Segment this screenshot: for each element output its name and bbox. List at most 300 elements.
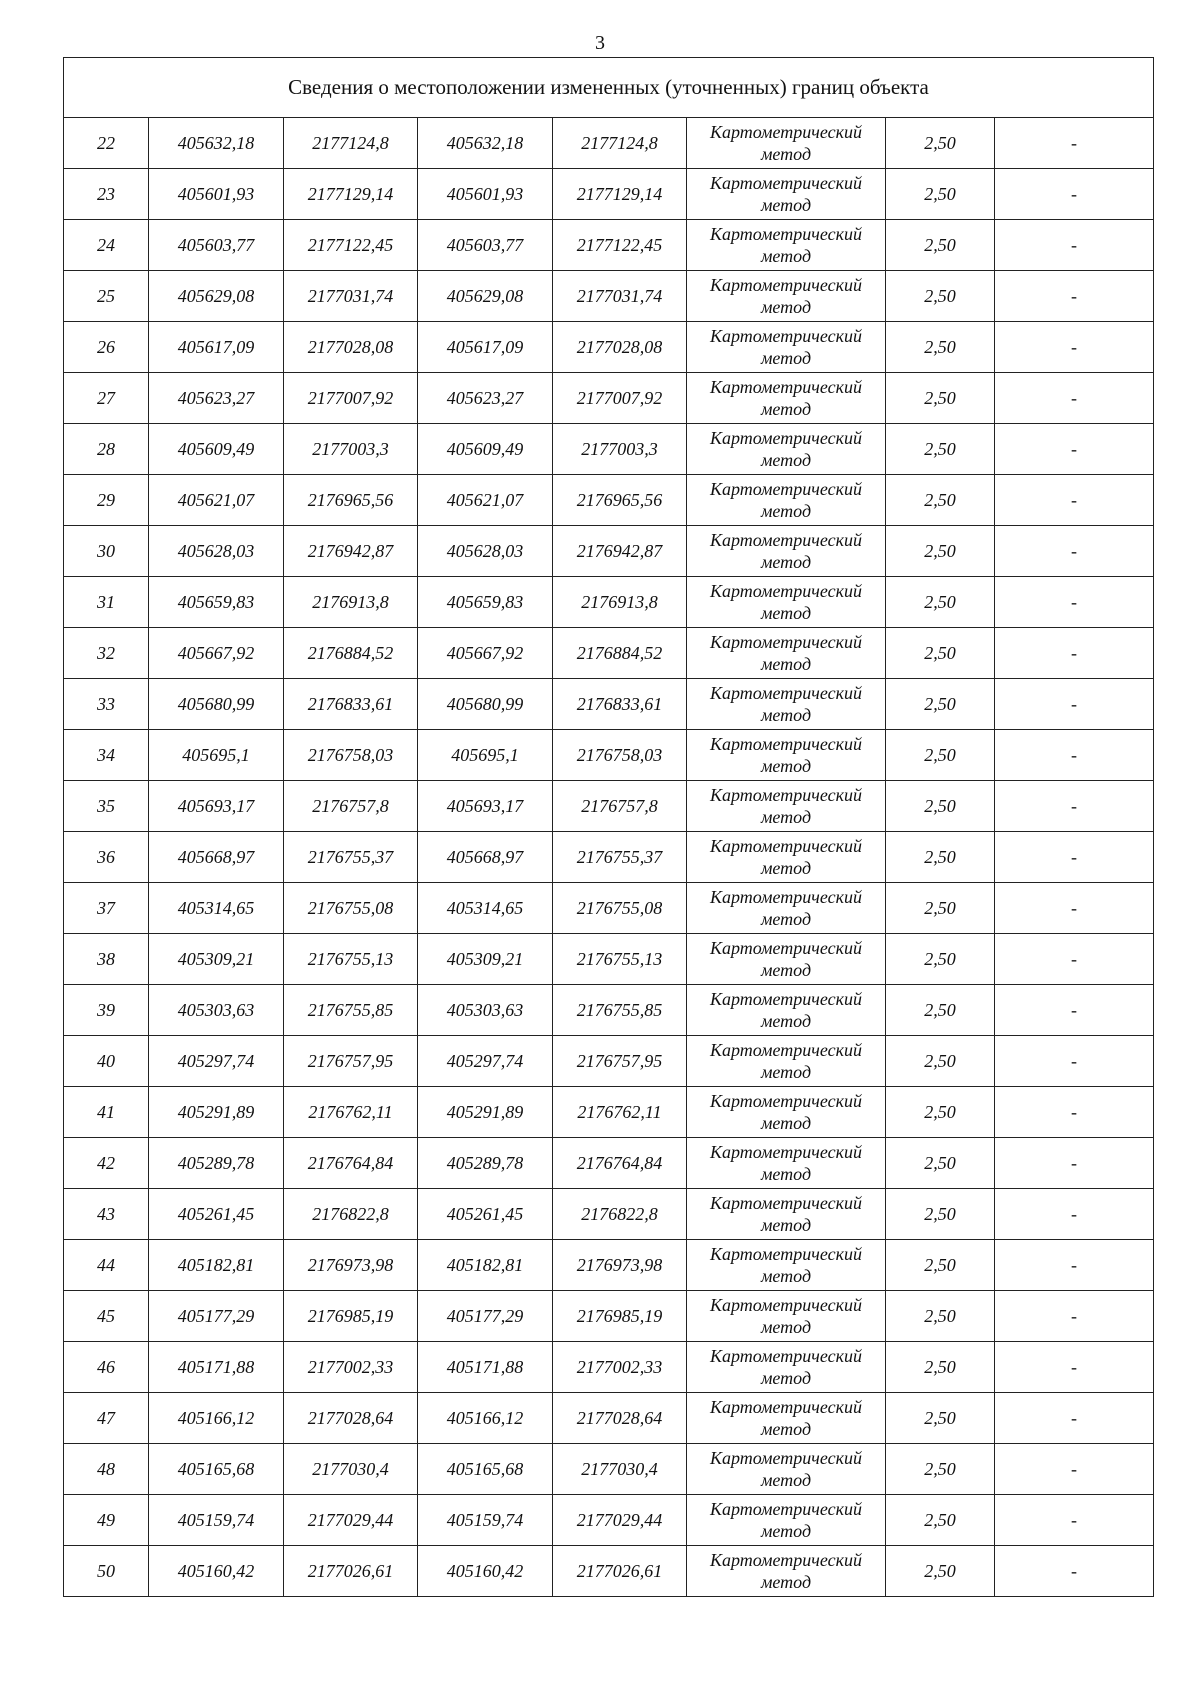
y-refined-cell: 2176757,8 [553, 781, 687, 832]
note-cell: - [995, 271, 1154, 322]
point-number-cell: 28 [64, 424, 149, 475]
point-number-cell: 42 [64, 1138, 149, 1189]
point-number-cell: 23 [64, 169, 149, 220]
method-line-1: Картометрический [709, 836, 862, 856]
point-number-cell: 25 [64, 271, 149, 322]
note-cell: - [995, 220, 1154, 271]
method-line-2: метод [760, 1164, 812, 1184]
table-row [64, 526, 1154, 577]
y-refined-cell: 2177029,44 [553, 1495, 687, 1546]
method-line-2: метод [760, 450, 812, 470]
y-refined-cell: 2176822,8 [553, 1189, 687, 1240]
y-refined-cell: 2177129,14 [553, 169, 687, 220]
x-existing-cell: 405601,93 [149, 169, 284, 220]
x-refined-cell: 405309,21 [418, 934, 553, 985]
method-line-2: метод [760, 1419, 812, 1439]
y-refined-cell: 2176755,37 [553, 832, 687, 883]
x-existing-cell: 405659,83 [149, 577, 284, 628]
table-row [64, 883, 1154, 934]
y-existing-cell: 2176884,52 [284, 628, 418, 679]
note-cell: - [995, 1546, 1154, 1597]
method-line-2: метод [760, 909, 812, 929]
table-row [64, 271, 1154, 322]
note-cell: - [995, 577, 1154, 628]
y-existing-cell: 2177124,8 [284, 118, 418, 169]
point-number-cell: 37 [64, 883, 149, 934]
method-line-1: Картометрический [709, 275, 862, 295]
point-number-cell: 30 [64, 526, 149, 577]
method-line-1: Картометрический [709, 734, 862, 754]
method-line-1: Картометрический [709, 1448, 862, 1468]
method-line-1: Картометрический [709, 479, 862, 499]
page-number: 3 [595, 32, 605, 54]
table-row [64, 577, 1154, 628]
table-row [64, 628, 1154, 679]
method-cell [687, 577, 886, 628]
accuracy-cell: 2,50 [886, 679, 995, 730]
note-cell: - [995, 781, 1154, 832]
y-existing-cell: 2176755,85 [284, 985, 418, 1036]
y-refined-cell: 2177030,4 [553, 1444, 687, 1495]
note-cell: - [995, 1291, 1154, 1342]
point-number-cell: 38 [64, 934, 149, 985]
method-cell [687, 832, 886, 883]
point-number-cell: 41 [64, 1087, 149, 1138]
method-cell [687, 1291, 886, 1342]
y-refined-cell: 2177002,33 [553, 1342, 687, 1393]
x-refined-cell: 405261,45 [418, 1189, 553, 1240]
y-refined-cell: 2177026,61 [553, 1546, 687, 1597]
x-existing-cell: 405171,88 [149, 1342, 284, 1393]
x-existing-cell: 405309,21 [149, 934, 284, 985]
note-cell: - [995, 883, 1154, 934]
method-line-2: метод [760, 348, 812, 368]
method-cell [687, 883, 886, 934]
method-line-2: метод [760, 1062, 812, 1082]
coordinates-table [63, 57, 1154, 1597]
method-line-2: метод [760, 756, 812, 776]
table-row [64, 832, 1154, 883]
note-cell: - [995, 1495, 1154, 1546]
y-existing-cell: 2177026,61 [284, 1546, 418, 1597]
accuracy-cell: 2,50 [886, 373, 995, 424]
accuracy-cell: 2,50 [886, 271, 995, 322]
y-existing-cell: 2177028,64 [284, 1393, 418, 1444]
method-line-2: метод [760, 246, 812, 266]
x-existing-cell: 405261,45 [149, 1189, 284, 1240]
point-number-cell: 29 [64, 475, 149, 526]
x-existing-cell: 405609,49 [149, 424, 284, 475]
accuracy-cell: 2,50 [886, 526, 995, 577]
accuracy-cell: 2,50 [886, 1495, 995, 1546]
method-line-1: Картометрический [709, 530, 862, 550]
note-cell: - [995, 985, 1154, 1036]
x-refined-cell: 405601,93 [418, 169, 553, 220]
x-existing-cell: 405160,42 [149, 1546, 284, 1597]
y-refined-cell: 2176764,84 [553, 1138, 687, 1189]
x-existing-cell: 405668,97 [149, 832, 284, 883]
y-refined-cell: 2177028,08 [553, 322, 687, 373]
table-row [64, 781, 1154, 832]
method-line-1: Картометрический [709, 1244, 862, 1264]
method-cell [687, 1444, 886, 1495]
point-number-cell: 50 [64, 1546, 149, 1597]
method-line-2: метод [760, 960, 812, 980]
method-cell [687, 730, 886, 781]
note-cell: - [995, 169, 1154, 220]
x-refined-cell: 405166,12 [418, 1393, 553, 1444]
point-number-cell: 31 [64, 577, 149, 628]
table-row [64, 1495, 1154, 1546]
method-line-2: метод [760, 1470, 812, 1490]
method-line-2: метод [760, 858, 812, 878]
note-cell: - [995, 934, 1154, 985]
point-number-cell: 26 [64, 322, 149, 373]
point-number-cell: 44 [64, 1240, 149, 1291]
accuracy-cell: 2,50 [886, 169, 995, 220]
x-refined-cell: 405603,77 [418, 220, 553, 271]
x-refined-cell: 405617,09 [418, 322, 553, 373]
point-number-cell: 45 [64, 1291, 149, 1342]
y-existing-cell: 2176758,03 [284, 730, 418, 781]
x-existing-cell: 405166,12 [149, 1393, 284, 1444]
method-line-2: метод [760, 144, 812, 164]
y-existing-cell: 2176833,61 [284, 679, 418, 730]
method-line-2: метод [760, 501, 812, 521]
accuracy-cell: 2,50 [886, 1342, 995, 1393]
x-existing-cell: 405629,08 [149, 271, 284, 322]
x-existing-cell: 405159,74 [149, 1495, 284, 1546]
x-refined-cell: 405693,17 [418, 781, 553, 832]
x-existing-cell: 405617,09 [149, 322, 284, 373]
accuracy-cell: 2,50 [886, 883, 995, 934]
accuracy-cell: 2,50 [886, 985, 995, 1036]
accuracy-cell: 2,50 [886, 322, 995, 373]
y-refined-cell: 2176942,87 [553, 526, 687, 577]
method-line-1: Картометрический [709, 989, 862, 1009]
method-cell [687, 169, 886, 220]
accuracy-cell: 2,50 [886, 424, 995, 475]
note-cell: - [995, 628, 1154, 679]
x-refined-cell: 405171,88 [418, 1342, 553, 1393]
table-title: Сведения о местоположении измененных (уточненных) границ объекта [64, 58, 1154, 118]
x-refined-cell: 405695,1 [418, 730, 553, 781]
x-existing-cell: 405303,63 [149, 985, 284, 1036]
y-existing-cell: 2177030,4 [284, 1444, 418, 1495]
point-number-cell: 39 [64, 985, 149, 1036]
point-number-cell: 46 [64, 1342, 149, 1393]
method-line-1: Картометрический [709, 1142, 862, 1162]
point-number-cell: 47 [64, 1393, 149, 1444]
method-line-2: метод [760, 603, 812, 623]
note-cell: - [995, 730, 1154, 781]
y-existing-cell: 2177029,44 [284, 1495, 418, 1546]
y-existing-cell: 2176985,19 [284, 1291, 418, 1342]
x-refined-cell: 405297,74 [418, 1036, 553, 1087]
x-refined-cell: 405623,27 [418, 373, 553, 424]
y-existing-cell: 2177003,3 [284, 424, 418, 475]
x-refined-cell: 405629,08 [418, 271, 553, 322]
table-row [64, 322, 1154, 373]
method-cell [687, 424, 886, 475]
y-existing-cell: 2176913,8 [284, 577, 418, 628]
x-existing-cell: 405177,29 [149, 1291, 284, 1342]
accuracy-cell: 2,50 [886, 475, 995, 526]
y-refined-cell: 2176965,56 [553, 475, 687, 526]
x-existing-cell: 405603,77 [149, 220, 284, 271]
x-refined-cell: 405291,89 [418, 1087, 553, 1138]
y-refined-cell: 2177028,64 [553, 1393, 687, 1444]
method-line-2: метод [760, 1368, 812, 1388]
y-refined-cell: 2176884,52 [553, 628, 687, 679]
x-refined-cell: 405668,97 [418, 832, 553, 883]
point-number-cell: 35 [64, 781, 149, 832]
table-row [64, 934, 1154, 985]
y-refined-cell: 2176833,61 [553, 679, 687, 730]
accuracy-cell: 2,50 [886, 628, 995, 679]
method-line-1: Картометрический [709, 581, 862, 601]
method-cell [687, 679, 886, 730]
method-cell [687, 118, 886, 169]
accuracy-cell: 2,50 [886, 577, 995, 628]
x-refined-cell: 405632,18 [418, 118, 553, 169]
accuracy-cell: 2,50 [886, 832, 995, 883]
y-existing-cell: 2176757,95 [284, 1036, 418, 1087]
y-refined-cell: 2176973,98 [553, 1240, 687, 1291]
x-refined-cell: 405165,68 [418, 1444, 553, 1495]
table-row [64, 424, 1154, 475]
table-row [64, 1393, 1154, 1444]
x-existing-cell: 405632,18 [149, 118, 284, 169]
method-line-1: Картометрический [709, 377, 862, 397]
x-existing-cell: 405695,1 [149, 730, 284, 781]
point-number-cell: 27 [64, 373, 149, 424]
accuracy-cell: 2,50 [886, 1189, 995, 1240]
method-line-1: Картометрический [709, 1550, 862, 1570]
point-number-cell: 22 [64, 118, 149, 169]
note-cell: - [995, 1393, 1154, 1444]
method-cell [687, 373, 886, 424]
method-line-1: Картометрический [709, 887, 862, 907]
accuracy-cell: 2,50 [886, 118, 995, 169]
x-existing-cell: 405297,74 [149, 1036, 284, 1087]
note-cell: - [995, 832, 1154, 883]
method-cell [687, 628, 886, 679]
note-cell: - [995, 1189, 1154, 1240]
method-cell [687, 934, 886, 985]
method-line-2: метод [760, 1521, 812, 1541]
y-existing-cell: 2176942,87 [284, 526, 418, 577]
method-cell [687, 1138, 886, 1189]
y-refined-cell: 2176913,8 [553, 577, 687, 628]
x-refined-cell: 405314,65 [418, 883, 553, 934]
method-line-1: Картометрический [709, 938, 862, 958]
y-existing-cell: 2176764,84 [284, 1138, 418, 1189]
accuracy-cell: 2,50 [886, 1138, 995, 1189]
y-existing-cell: 2177007,92 [284, 373, 418, 424]
method-line-2: метод [760, 807, 812, 827]
method-cell [687, 1087, 886, 1138]
table-row [64, 1546, 1154, 1597]
y-refined-cell: 2177007,92 [553, 373, 687, 424]
accuracy-cell: 2,50 [886, 1240, 995, 1291]
table-row [64, 1444, 1154, 1495]
accuracy-cell: 2,50 [886, 1546, 995, 1597]
table-row [64, 220, 1154, 271]
method-line-1: Картометрический [709, 224, 862, 244]
method-line-2: метод [760, 1011, 812, 1031]
note-cell: - [995, 679, 1154, 730]
accuracy-cell: 2,50 [886, 220, 995, 271]
table-row [64, 1189, 1154, 1240]
point-number-cell: 36 [64, 832, 149, 883]
method-cell [687, 1240, 886, 1291]
x-existing-cell: 405667,92 [149, 628, 284, 679]
y-existing-cell: 2176755,08 [284, 883, 418, 934]
x-existing-cell: 405165,68 [149, 1444, 284, 1495]
x-existing-cell: 405623,27 [149, 373, 284, 424]
note-cell: - [995, 373, 1154, 424]
method-line-1: Картометрический [709, 1295, 862, 1315]
table-row [64, 373, 1154, 424]
method-cell [687, 1189, 886, 1240]
point-number-cell: 33 [64, 679, 149, 730]
table-row [64, 1342, 1154, 1393]
x-refined-cell: 405160,42 [418, 1546, 553, 1597]
x-refined-cell: 405182,81 [418, 1240, 553, 1291]
note-cell: - [995, 1444, 1154, 1495]
method-line-2: метод [760, 1317, 812, 1337]
y-refined-cell: 2176762,11 [553, 1087, 687, 1138]
x-refined-cell: 405680,99 [418, 679, 553, 730]
x-refined-cell: 405289,78 [418, 1138, 553, 1189]
method-line-1: Картометрический [709, 1040, 862, 1060]
accuracy-cell: 2,50 [886, 1444, 995, 1495]
point-number-cell: 24 [64, 220, 149, 271]
y-refined-cell: 2176755,13 [553, 934, 687, 985]
table-row [64, 730, 1154, 781]
y-existing-cell: 2176755,37 [284, 832, 418, 883]
y-refined-cell: 2177124,8 [553, 118, 687, 169]
method-line-2: метод [760, 297, 812, 317]
note-cell: - [995, 1138, 1154, 1189]
accuracy-cell: 2,50 [886, 1291, 995, 1342]
y-refined-cell: 2176985,19 [553, 1291, 687, 1342]
table-row [64, 1291, 1154, 1342]
x-existing-cell: 405291,89 [149, 1087, 284, 1138]
x-refined-cell: 405159,74 [418, 1495, 553, 1546]
table-row [64, 1138, 1154, 1189]
table-row [64, 1087, 1154, 1138]
accuracy-cell: 2,50 [886, 1036, 995, 1087]
y-existing-cell: 2177129,14 [284, 169, 418, 220]
x-existing-cell: 405621,07 [149, 475, 284, 526]
table-row [64, 1240, 1154, 1291]
method-line-2: метод [760, 654, 812, 674]
method-line-2: метод [760, 399, 812, 419]
accuracy-cell: 2,50 [886, 781, 995, 832]
y-existing-cell: 2176755,13 [284, 934, 418, 985]
note-cell: - [995, 1036, 1154, 1087]
method-cell [687, 526, 886, 577]
note-cell: - [995, 1087, 1154, 1138]
x-refined-cell: 405628,03 [418, 526, 553, 577]
method-line-1: Картометрический [709, 785, 862, 805]
table-row [64, 1036, 1154, 1087]
y-existing-cell: 2177028,08 [284, 322, 418, 373]
y-existing-cell: 2177002,33 [284, 1342, 418, 1393]
method-cell [687, 781, 886, 832]
method-cell [687, 1393, 886, 1444]
method-line-1: Картометрический [709, 1193, 862, 1213]
method-line-1: Картометрический [709, 428, 862, 448]
x-existing-cell: 405314,65 [149, 883, 284, 934]
point-number-cell: 48 [64, 1444, 149, 1495]
method-cell [687, 1342, 886, 1393]
method-line-1: Картометрический [709, 173, 862, 193]
method-line-2: метод [760, 552, 812, 572]
y-refined-cell: 2177031,74 [553, 271, 687, 322]
method-cell [687, 1495, 886, 1546]
accuracy-cell: 2,50 [886, 934, 995, 985]
method-line-1: Картометрический [709, 1346, 862, 1366]
table-row [64, 169, 1154, 220]
method-line-1: Картометрический [709, 122, 862, 142]
y-refined-cell: 2176758,03 [553, 730, 687, 781]
y-refined-cell: 2177122,45 [553, 220, 687, 271]
note-cell: - [995, 322, 1154, 373]
x-refined-cell: 405177,29 [418, 1291, 553, 1342]
note-cell: - [995, 118, 1154, 169]
y-existing-cell: 2176757,8 [284, 781, 418, 832]
method-cell [687, 322, 886, 373]
table-row [64, 118, 1154, 169]
method-line-1: Картометрический [709, 683, 862, 703]
method-cell [687, 271, 886, 322]
method-line-2: метод [760, 1113, 812, 1133]
x-refined-cell: 405659,83 [418, 577, 553, 628]
y-refined-cell: 2176755,08 [553, 883, 687, 934]
method-cell [687, 985, 886, 1036]
y-refined-cell: 2177003,3 [553, 424, 687, 475]
x-refined-cell: 405303,63 [418, 985, 553, 1036]
y-refined-cell: 2176757,95 [553, 1036, 687, 1087]
table-row [64, 475, 1154, 526]
method-line-2: метод [760, 705, 812, 725]
method-line-2: метод [760, 1266, 812, 1286]
x-existing-cell: 405289,78 [149, 1138, 284, 1189]
x-refined-cell: 405621,07 [418, 475, 553, 526]
point-number-cell: 32 [64, 628, 149, 679]
method-cell [687, 475, 886, 526]
note-cell: - [995, 475, 1154, 526]
x-refined-cell: 405609,49 [418, 424, 553, 475]
point-number-cell: 34 [64, 730, 149, 781]
table-row [64, 985, 1154, 1036]
y-existing-cell: 2176965,56 [284, 475, 418, 526]
method-line-2: метод [760, 195, 812, 215]
point-number-cell: 49 [64, 1495, 149, 1546]
method-line-2: метод [760, 1215, 812, 1235]
y-existing-cell: 2177122,45 [284, 220, 418, 271]
note-cell: - [995, 526, 1154, 577]
y-existing-cell: 2176973,98 [284, 1240, 418, 1291]
x-refined-cell: 405667,92 [418, 628, 553, 679]
y-existing-cell: 2176762,11 [284, 1087, 418, 1138]
accuracy-cell: 2,50 [886, 730, 995, 781]
x-existing-cell: 405680,99 [149, 679, 284, 730]
accuracy-cell: 2,50 [886, 1087, 995, 1138]
